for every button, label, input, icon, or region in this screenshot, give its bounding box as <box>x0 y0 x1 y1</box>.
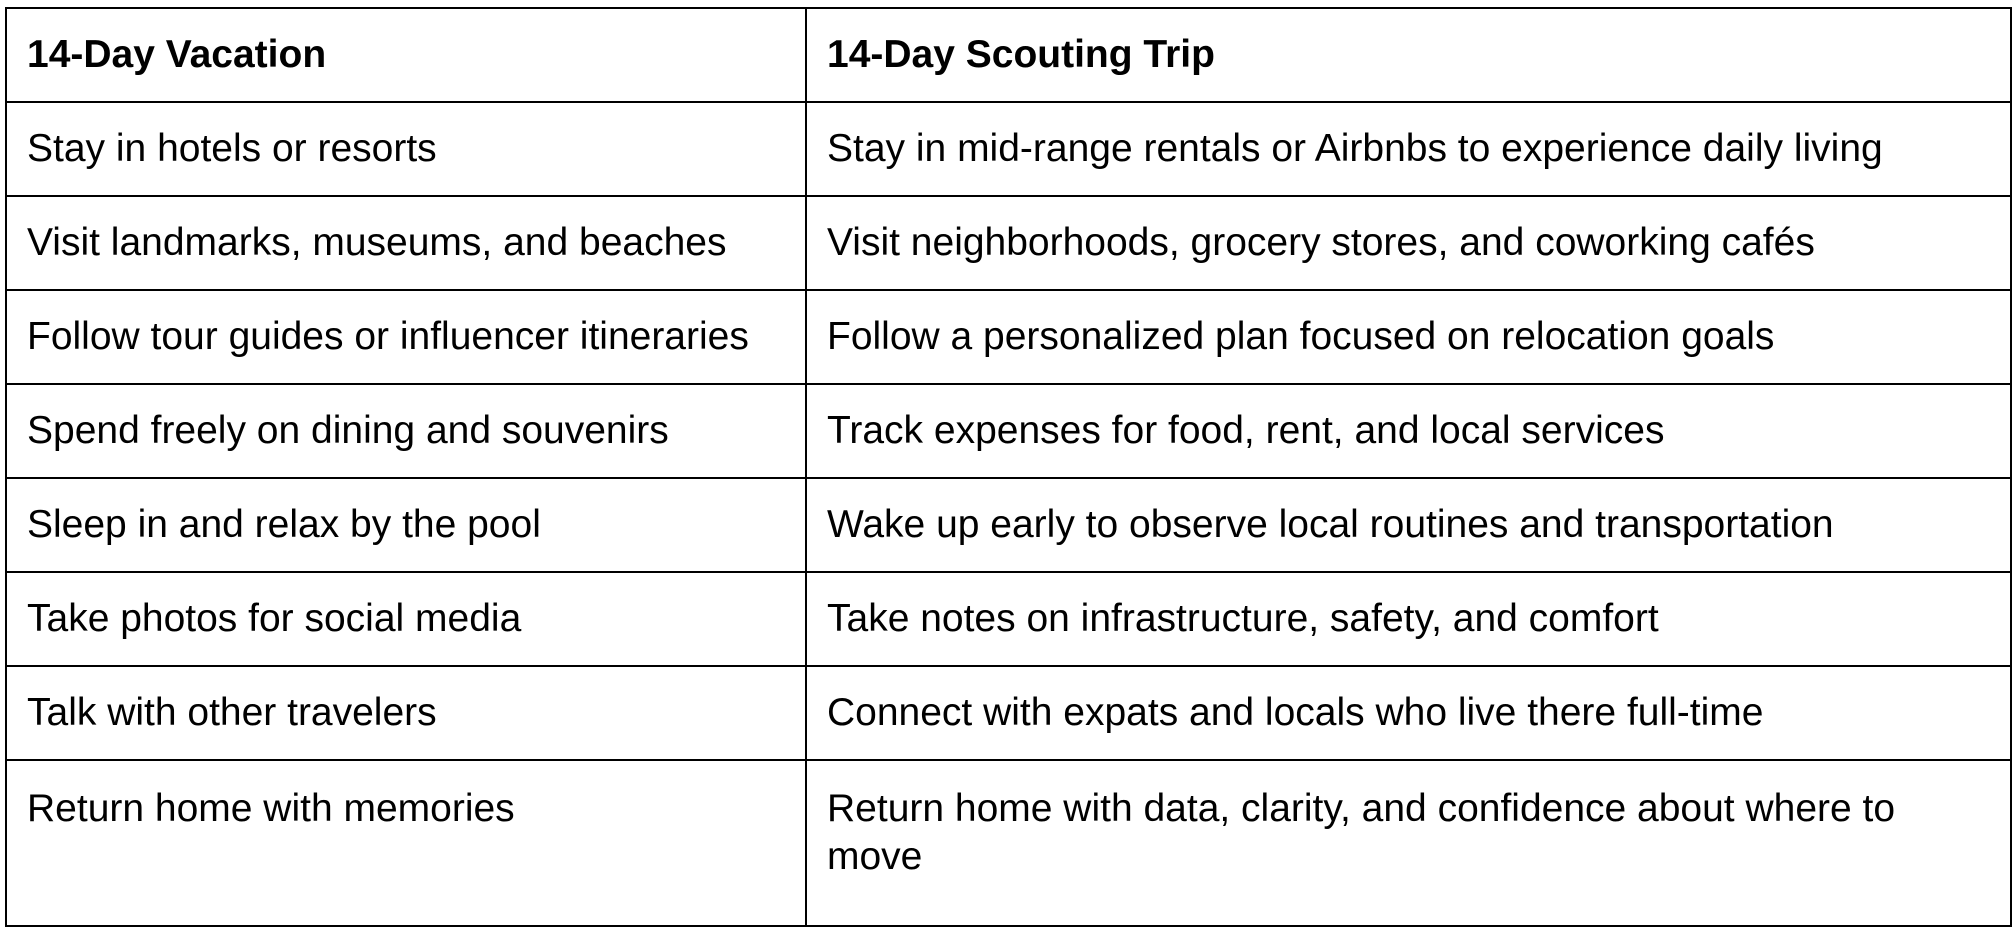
table-row <box>6 290 2011 384</box>
scouting-cell: Return home with data, clarity, and confidence about where to move <box>806 760 2011 926</box>
vacation-cell: Sleep in and relax by the pool <box>6 478 806 572</box>
vacation-cell: Follow tour guides or influencer itineraries <box>6 290 806 384</box>
scouting-cell: Stay in mid-range rentals or Airbnbs to experience daily living <box>806 102 2011 196</box>
table-row <box>6 760 2011 926</box>
table-row <box>6 196 2011 290</box>
scouting-cell: Take notes on infrastructure, safety, and comfort <box>806 572 2011 666</box>
vacation-cell: Take photos for social media <box>6 572 806 666</box>
vacation-cell: Stay in hotels or resorts <box>6 102 806 196</box>
comparison-table <box>5 7 2012 927</box>
table-row <box>6 478 2011 572</box>
table-row <box>6 572 2011 666</box>
scouting-cell: Track expenses for food, rent, and local services <box>806 384 2011 478</box>
table-header-row <box>6 8 2011 102</box>
scouting-cell: Follow a personalized plan focused on relocation goals <box>806 290 2011 384</box>
table-row <box>6 666 2011 760</box>
vacation-cell: Return home with memories <box>6 760 806 926</box>
vacation-cell: Talk with other travelers <box>6 666 806 760</box>
scouting-cell: Visit neighborhoods, grocery stores, and coworking cafés <box>806 196 2011 290</box>
table-row <box>6 102 2011 196</box>
header-vacation: 14-Day Vacation <box>6 8 806 102</box>
scouting-cell: Wake up early to observe local routines and transportation <box>806 478 2011 572</box>
header-scouting-trip: 14-Day Scouting Trip <box>806 8 2011 102</box>
scouting-cell: Connect with expats and locals who live there full-time <box>806 666 2011 760</box>
table-row <box>6 384 2011 478</box>
vacation-cell: Visit landmarks, museums, and beaches <box>6 196 806 290</box>
vacation-cell: Spend freely on dining and souvenirs <box>6 384 806 478</box>
